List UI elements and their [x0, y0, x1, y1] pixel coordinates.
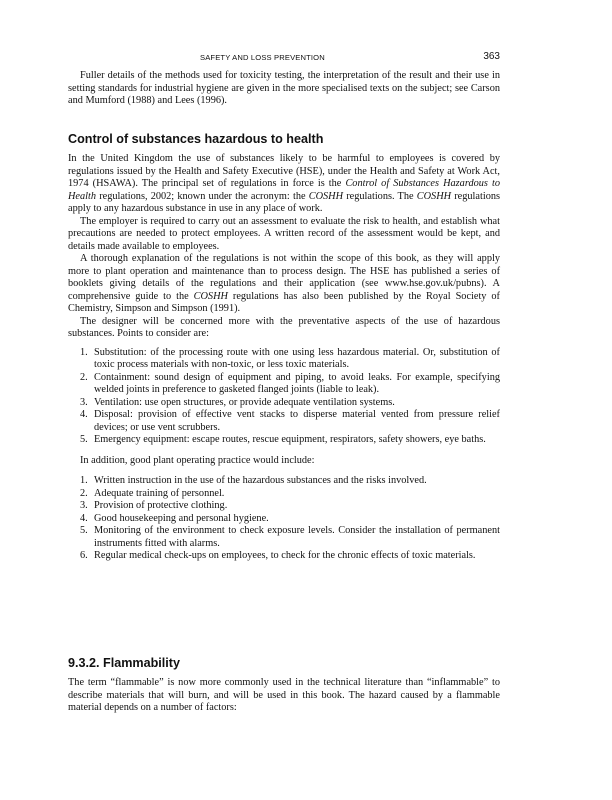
coshh-paragraph-3: A thorough explanation of the regulations is not within the scope of this book, as they will apply more to plant operation and maintenance than to process design. The HSE has published a series of booklets giving details of the regulations and their application (see www.hse.gov.uk/pubns). A comprehensive guide to the COSHH regulations has also been published by the Royal Society of Chemistry, Simpson and Simpson (1991). [68, 253, 500, 314]
flammability-heading: 9.3.2. Flammability [68, 656, 180, 670]
list-item: 4. Good housekeeping and personal hygiene. [80, 512, 269, 524]
coshh-heading: Control of substances hazardous to health [68, 132, 324, 146]
list-item: 1. Substitution: of the processing route with one using less hazardous material. Or, substitution of toxic process materials with non-toxic, or less toxic materials. [80, 346, 500, 370]
flammability-section [68, 677, 500, 715]
intro-paragraph: Fuller details of the methods used for toxicity testing, the interpretation of the result and their use in setting standards for industrial hygiene are given in the more specialised texts on the subject; see Carson and Mumford (1988) and Lees (1996). [68, 70, 500, 106]
list-item: 2. Containment: sound design of equipment and piping, to avoid leaks. For example, specifying welded joints in preference to gasketed flanged joints (liable to leak). [80, 371, 500, 395]
coshh-paragraph-1: In the United Kingdom the use of substances likely to be harmful to employees is covered by regulations issued by the Health and Safety Executive (HSE), under the Health and Safety at Work Act, 1974 (HSAWA). The principal set of regulations in force is the Control of Substances Hazardous to Health regulations, 2002; known under the acronym: the COSHH regulations. The COSHH regulations apply to any hazardous substance in use in any place of work. [68, 153, 501, 214]
list-item: 3. Ventilation: use open structures, or provide adequate ventilation systems. [80, 396, 395, 408]
preventative-points-list [68, 347, 500, 447]
list-item: 6. Regular medical check-ups on employees, to check for the chronic effects of toxic materials. [80, 550, 476, 561]
flammability-paragraph: The term “flammable” is now more commonly used in the technical literature than “inflammable” to describe materials that will burn, and will be used in this book. The hazard caused by a flammable material depends on a number of factors: [68, 677, 500, 713]
list-item: 5. Emergency equipment: escape routes, rescue equipment, respirators, safety showers, eye baths. [80, 434, 486, 445]
coshh-paragraph-5: In addition, good plant operating practice would include: [80, 454, 315, 466]
list-item: 5. Monitoring of the environment to check exposure levels. Consider the installation of permanent instruments fitted with alarms. [80, 525, 500, 549]
operating-practice-list [68, 475, 500, 563]
coshh-paragraph-4: The designer will be concerned more with the preventative aspects of the use of hazardous substances. Points to consider are: [68, 315, 500, 339]
list-item: 1. Written instruction in the use of the hazardous substances and the risks involved. [80, 475, 427, 486]
intro-section [68, 70, 500, 108]
running-title: SAFETY AND LOSS PREVENTION [200, 53, 325, 62]
page-number: 363 [483, 51, 500, 62]
list-item: 4. Disposal: provision of effective vent stacks to disperse material vented from pressure relief devices; or use vent scrubbers. [80, 409, 500, 433]
list-item: 3. Provision of protective clothing. [80, 500, 228, 511]
coshh-section [68, 153, 500, 563]
coshh-paragraph-2: The employer is required to carry out an assessment to evaluate the risk to health, and establish what precautions are needed to protect employees. A written record of the assessment would be kept, and details made available to employees. [68, 215, 500, 252]
list-item: 2. Adequate training of personnel. [80, 487, 225, 499]
